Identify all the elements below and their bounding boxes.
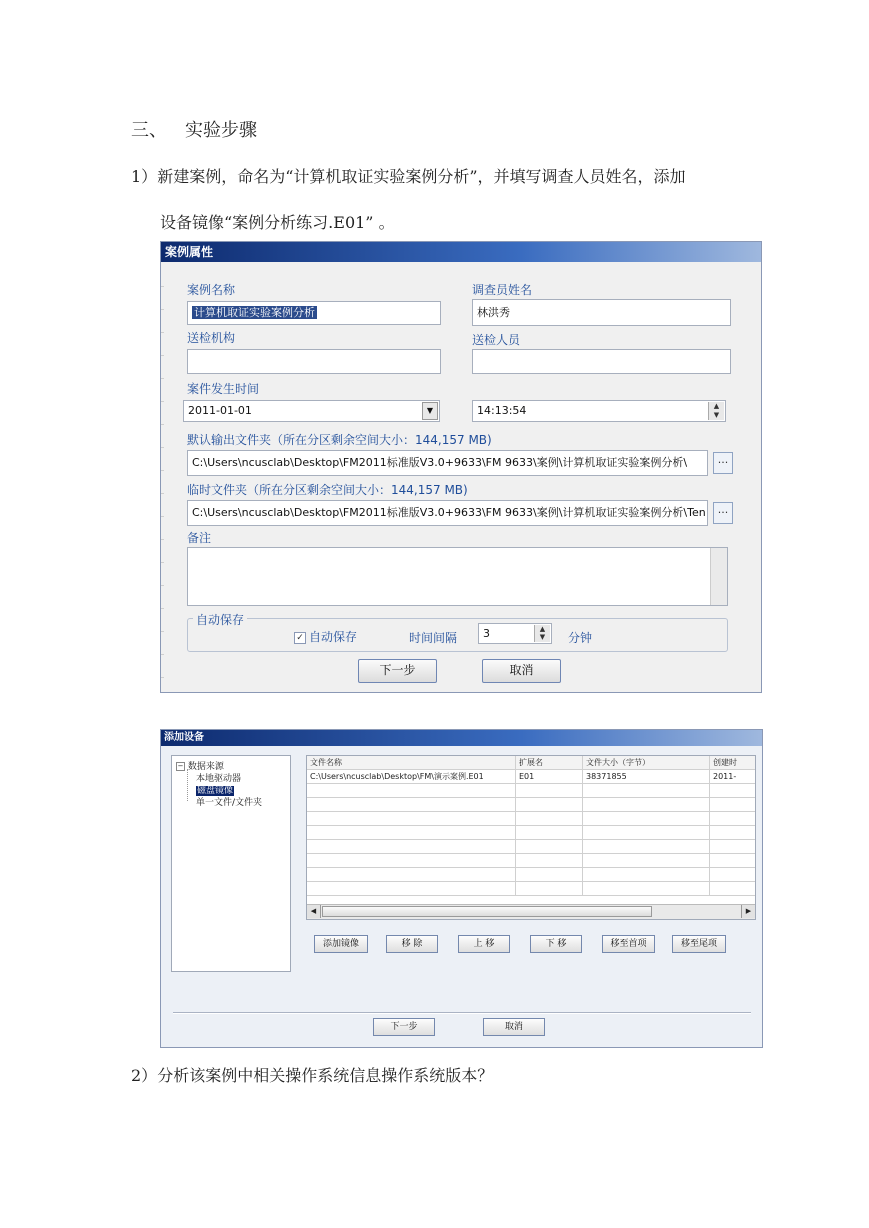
empty-cell: [583, 826, 710, 840]
empty-cell: [307, 882, 516, 896]
minutes-label: 分钟: [568, 631, 593, 645]
case-properties-dialog: [160, 241, 762, 693]
background-lines: [161, 264, 164, 693]
empty-cell: [583, 784, 710, 798]
empty-cell: [307, 798, 516, 812]
agency-input[interactable]: [187, 349, 441, 374]
chevron-down-icon[interactable]: ▼: [422, 402, 438, 420]
time-value: 14:13:54: [477, 404, 527, 417]
empty-cell: [516, 868, 583, 882]
section-title: 实验步骤: [185, 120, 257, 141]
autosave-checkbox-label: 自动保存: [309, 630, 358, 644]
investigator-input[interactable]: 林洪秀: [472, 299, 731, 326]
empty-cell: [710, 826, 756, 840]
empty-cell: [710, 798, 756, 812]
case-name-label: 案例名称: [187, 283, 236, 297]
empty-cell: [307, 854, 516, 868]
empty-cell: [583, 840, 710, 854]
empty-cell: [516, 784, 583, 798]
dialog-title-bar: 添加设备: [161, 730, 762, 746]
autosave-checkbox[interactable]: [294, 628, 357, 645]
autosave-group-label: 自动保存: [193, 611, 247, 628]
empty-cell: [307, 840, 516, 854]
step2-line: [131, 1063, 493, 1086]
empty-cell: [583, 798, 710, 812]
agency-label: 送检机构: [187, 331, 236, 345]
interval-label: 时间间隔: [409, 631, 458, 645]
step1-line1: [131, 164, 686, 187]
empty-cell: [307, 826, 516, 840]
column-header-created[interactable]: 创建时: [710, 756, 756, 770]
move-to-first-button[interactable]: 移至首项: [602, 935, 655, 953]
empty-cell: [516, 882, 583, 896]
collapse-icon[interactable]: −: [177, 762, 184, 770]
empty-cell: [710, 840, 756, 854]
occur-time-label: 案件发生时间: [187, 382, 260, 396]
notes-scrollbar[interactable]: [710, 548, 727, 605]
submitter-label: 送检人员: [472, 333, 521, 347]
step1-line2: 设备镜像“案例分析练习.E01” 。: [160, 213, 395, 232]
output-folder-input[interactable]: C:\Users\ncusclab\Desktop\FM2011标准版V3.0+9633\FM 9633\案例\计算机取证实验案例分析\: [187, 450, 708, 476]
autosave-group: [187, 618, 728, 652]
date-value: 2011-01-01: [188, 404, 252, 417]
tree-item-local-drive[interactable]: 本地驱动器: [196, 774, 242, 784]
investigator-label: 调查员姓名: [472, 283, 533, 297]
empty-cell: [710, 812, 756, 826]
move-down-button[interactable]: 下 移: [530, 935, 582, 953]
column-header-filesize[interactable]: 文件大小（字节）: [583, 756, 710, 770]
section-heading: [131, 116, 257, 142]
cell-extension: E01: [516, 770, 583, 784]
step1-text: 新建案例，命名为“计算机取证实验案例分析”，并填写调查人员姓名，添加: [157, 167, 686, 186]
empty-cell: [583, 812, 710, 826]
output-folder-browse-button[interactable]: ...: [713, 452, 733, 474]
tree-lines: [187, 769, 189, 801]
temp-folder-label: 临时文件夹（所在分区剩余空间大小：144,157 MB): [187, 483, 468, 497]
next-button[interactable]: 下一步: [373, 1018, 435, 1036]
empty-cell: [710, 784, 756, 798]
step1-number: 1）: [131, 167, 158, 186]
interval-spinner[interactable]: [478, 623, 552, 644]
empty-cell: [516, 826, 583, 840]
empty-cell: [583, 854, 710, 868]
empty-cell: [307, 812, 516, 826]
divider: [173, 1012, 751, 1014]
section-number: 三、: [131, 120, 167, 141]
empty-cell: [710, 882, 756, 896]
image-file-table: [306, 755, 756, 920]
scrollbar-thumb[interactable]: [322, 906, 652, 917]
scroll-right-icon[interactable]: ▶: [741, 905, 755, 918]
cell-created: 2011-: [710, 770, 756, 784]
remove-button[interactable]: 移 除: [386, 935, 438, 953]
output-folder-label: 默认输出文件夹（所在分区剩余空间大小：144,157 MB): [187, 433, 492, 447]
tree-root-label: 数据来源: [187, 762, 224, 772]
cancel-button[interactable]: 取消: [482, 659, 561, 683]
empty-cell: [307, 784, 516, 798]
column-header-filename[interactable]: 文件名称: [307, 756, 516, 770]
empty-cell: [710, 868, 756, 882]
empty-cell: [516, 840, 583, 854]
empty-cell: [516, 854, 583, 868]
data-source-tree: [171, 755, 291, 972]
spinner-arrows-icon[interactable]: ▲ ▼: [534, 625, 550, 642]
cancel-button[interactable]: 取消: [483, 1018, 545, 1036]
move-up-button[interactable]: 上 移: [458, 935, 510, 953]
tree-item-disk-image-label: 磁盘镜像: [197, 786, 234, 796]
temp-folder-browse-button[interactable]: ...: [713, 502, 733, 524]
submitter-input[interactable]: [472, 349, 731, 374]
add-device-dialog: [160, 729, 763, 1048]
cell-filename: C:\Users\ncusclab\Desktop\FM\演示案例.E01: [307, 770, 516, 784]
add-image-button[interactable]: 添加镜像: [314, 935, 368, 953]
move-to-last-button[interactable]: 移至尾项: [672, 935, 726, 953]
notes-label: 备注: [187, 531, 212, 545]
case-name-value: 计算机取证实验案例分析: [194, 306, 315, 319]
step2-text: 分析该案例中相关操作系统信息操作系统版本？: [157, 1066, 494, 1085]
temp-folder-input[interactable]: C:\Users\ncusclab\Desktop\FM2011标准版V3.0+9633\FM 9633\案例\计算机取证实验案例分析\Ten: [187, 500, 708, 526]
date-picker[interactable]: [183, 400, 440, 422]
empty-cell: [516, 812, 583, 826]
empty-cell: [516, 798, 583, 812]
dialog-title-bar: 案例属性: [161, 242, 761, 262]
scroll-left-icon[interactable]: ◀: [307, 905, 321, 918]
time-spinner[interactable]: [472, 400, 726, 422]
empty-cell: [307, 868, 516, 882]
case-name-input[interactable]: [187, 301, 441, 325]
next-button[interactable]: 下一步: [358, 659, 437, 683]
empty-cell: [583, 882, 710, 896]
empty-cell: [710, 854, 756, 868]
check-icon[interactable]: ✓: [294, 632, 306, 644]
interval-value: 3: [483, 627, 490, 640]
horizontal-scrollbar[interactable]: [307, 904, 755, 919]
cell-filesize: 38371855: [583, 770, 710, 784]
empty-cell: [583, 868, 710, 882]
step2-number: 2）: [131, 1066, 158, 1085]
tree-item-single-file[interactable]: 单一文件/文件夹: [196, 798, 263, 808]
column-header-extension[interactable]: 扩展名: [516, 756, 583, 770]
spinner-arrows-icon[interactable]: ▲ ▼: [708, 402, 724, 420]
notes-textarea[interactable]: [187, 547, 728, 606]
